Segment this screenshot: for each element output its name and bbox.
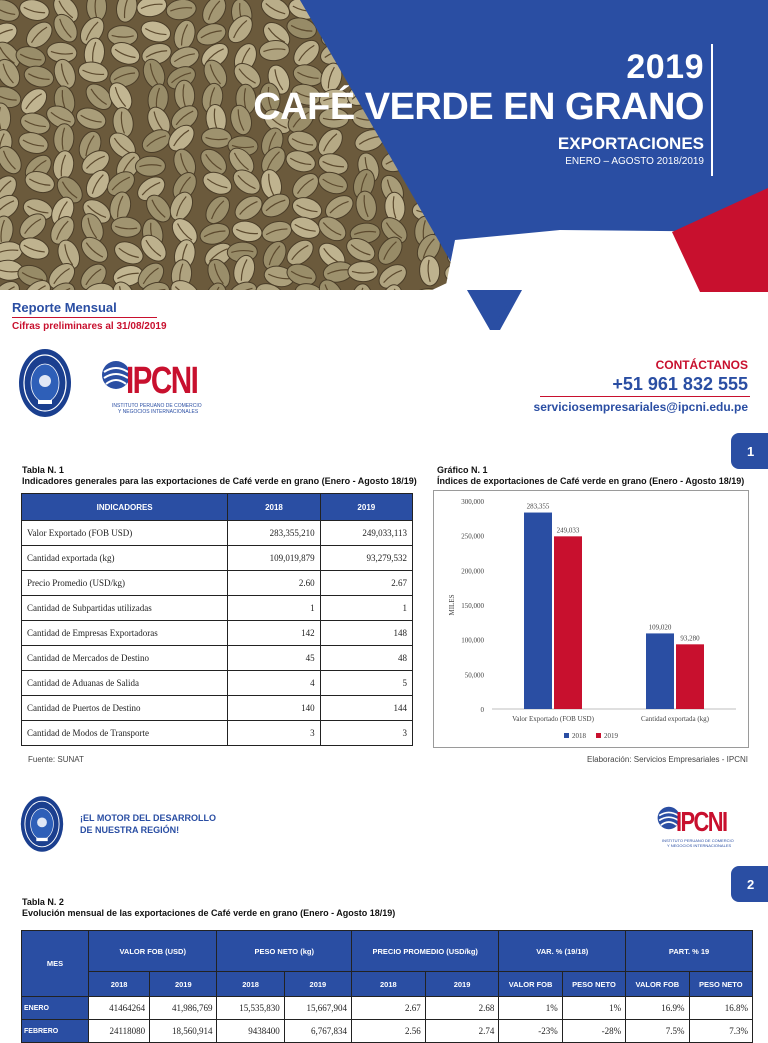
report-title-rule [12,317,157,318]
ipcni-wordmark: IPCNI [676,806,727,837]
chart-caption-title: Índices de exportaciones de Café verde en grano (Enero - Agosto 18/19) [437,476,745,486]
table1-header: INDICADORES [22,494,228,521]
bar-2018-0 [524,513,552,709]
table2-cell: 16.9% [626,997,689,1020]
data-label: 93,280 [680,634,700,643]
table1-source: Fuente: SUNAT [28,755,84,764]
y-tick-label: 100,000 [461,636,484,645]
y-tick-label: 150,000 [461,602,484,610]
data-label: 283,355 [526,502,550,511]
indicator-label: Cantidad de Aduanas de Salida [22,671,228,696]
indicator-value: 4 [228,671,320,696]
page-number-badge: 1 [731,433,768,469]
table2-cell: 6,767,834 [284,1020,351,1043]
indicators-table [21,493,413,746]
indicator-label: Cantidad de Modos de Transporte [22,721,228,746]
table2-cell: -28% [562,1020,625,1043]
table2-cell: 24118080 [89,1020,150,1043]
contact-phone[interactable]: +51 961 832 555 [612,374,748,394]
table2-subheader: 2018 [89,972,150,997]
indicator-value: 3 [228,721,320,746]
contact-rule [540,396,750,397]
table2-cell: 7.3% [689,1020,752,1043]
table2-cell: 9438400 [217,1020,284,1043]
indicator-label: Precio Promedio (USD/kg) [22,571,228,596]
indicator-value: 140 [228,696,320,721]
indicator-value: 249,033,113 [320,521,412,546]
exports-bar-chart [434,491,748,747]
table2-header-mes: MES [22,931,89,997]
table2-subheader: PESO NETO [562,972,625,997]
data-label: 249,033 [556,526,580,535]
chart-caption-number: Gráfico N. 1 [437,465,488,475]
table2-cell: 2.67 [352,997,426,1020]
table1-row [22,596,413,621]
table2-cell: 2.68 [425,997,499,1020]
table2-subheader-row [22,972,753,997]
y-tick-label: 0 [480,706,484,714]
table2-group-header: VALOR FOB (USD) [89,931,217,972]
table1-row [22,546,413,571]
y-tick-label: 300,000 [461,498,484,506]
table2-subheader: VALOR FOB [499,972,562,997]
ipcni-tagline-line-1: INSTITUTO PERUANO DE COMERCIO [112,403,202,409]
table2-subheader: 2018 [217,972,284,997]
table2-group-header: PRECIO PROMEDIO (USD/kg) [352,931,499,972]
table1-row [22,671,413,696]
table2-cell: 41464264 [89,997,150,1020]
legend-label: 2018 [572,732,586,740]
indicator-value: 144 [320,696,412,721]
slogan-line-2: DE NUESTRA REGIÓN! [80,825,180,835]
chart-credit: Elaboración: Servicios Empresariales - IPCNI [587,755,748,764]
indicator-label: Cantidad de Puertos de Destino [22,696,228,721]
indicator-value: 93,279,532 [320,546,412,571]
contact-email[interactable]: serviciosempresariales@ipcni.edu.pe [533,400,748,414]
table1-row [22,696,413,721]
table2-cell: 2.56 [352,1020,426,1043]
indicator-value: 3 [320,721,412,746]
table2-subheader: PESO NETO [689,972,752,997]
indicator-label: Cantidad de Mercados de Destino [22,646,228,671]
ipcni-tagline-line-2: Y NEGOCIOS INTERNACIONALES [667,843,732,848]
table1-header-row [22,494,413,521]
indicator-value: 2.67 [320,571,412,596]
month-label: FEBRERO [22,1020,89,1043]
table1-caption-number: Tabla N. 1 [22,465,64,475]
table2-cell: 7.5% [626,1020,689,1043]
table1-header: 2019 [320,494,412,521]
chart-frame [433,490,749,748]
indicator-value: 5 [320,671,412,696]
bar-2019-0 [554,536,582,709]
table2-cell: 16.8% [689,997,752,1020]
ipcni-wordmark: IPCNI [126,360,198,402]
bar-2018-1 [646,633,674,709]
indicator-value: 45 [228,646,320,671]
y-tick-label: 200,000 [461,567,484,576]
indicator-label: Cantidad de Subpartidas utilizadas [22,596,228,621]
table2-group-row [22,931,753,972]
table2-row [22,1020,753,1043]
table2-subheader: 2019 [150,972,217,997]
table2-subheader: 2019 [284,972,351,997]
table2-group-header: PART. % 19 [626,931,753,972]
table2-cell: 1% [499,997,562,1020]
indicator-value: 1 [320,596,412,621]
category-label: Valor Exportado (FOB USD) [512,715,594,723]
table1-row [22,621,413,646]
table1-row [22,721,413,746]
university-seal-icon [18,348,72,418]
ipcni-tagline [112,403,202,415]
cover-subtitle: EXPORTACIONES [557,134,704,153]
slogan-line-1: ¡EL MOTOR DEL DESARROLLO [80,813,217,823]
ipcni-tagline [662,838,734,848]
y-tick-label: 50,000 [464,671,484,680]
bar-2019-1 [676,644,704,709]
table2-cell: 1% [562,997,625,1020]
ipcni-tagline-line-2: Y NEGOCIOS INTERNACIONALES [118,409,199,415]
report-subtitle: Cifras preliminares al 31/08/2019 [12,321,167,332]
cover-period: ENERO – AGOSTO 2018/2019 [565,156,704,167]
slogan [80,812,216,836]
indicator-label: Cantidad de Empresas Exportadoras [22,621,228,646]
report-title: Reporte Mensual [12,300,117,315]
indicator-value: 148 [320,621,412,646]
table2-cell: 15,535,830 [217,997,284,1020]
table2-caption-title: Evolución mensual de las exportaciones de Café verde en grano (Enero - Agosto 18/19) [22,908,396,918]
data-label: 109,020 [648,623,672,632]
legend-swatch [564,733,569,738]
cover-year: 2019 [626,48,704,86]
table2-subheader: VALOR FOB [626,972,689,997]
indicator-value: 283,355,210 [228,521,320,546]
indicator-label: Cantidad exportada (kg) [22,546,228,571]
table2-cell: 41,986,769 [150,997,217,1020]
legend-swatch [596,733,601,738]
table1-row [22,571,413,596]
table1-caption-title: Indicadores generales para las exportaciones de Café verde en grano (Enero - Agosto 18/19) [22,476,417,486]
indicator-value: 2.60 [228,571,320,596]
table2-group-header: PESO NETO (kg) [217,931,352,972]
table2-subheader: 2019 [425,972,499,997]
page-number-badge: 2 [731,866,768,902]
legend-label: 2019 [604,732,618,740]
category-label: Cantidad exportada (kg) [640,715,710,723]
indicator-value: 48 [320,646,412,671]
indicator-value: 109,019,879 [228,546,320,571]
monthly-exports-table [21,930,753,1043]
table1-row [22,521,413,546]
indicator-value: 1 [228,596,320,621]
ipcni-tagline-line-1: INSTITUTO PERUANO DE COMERCIO [662,838,734,843]
y-axis-label: MILES [448,594,456,616]
table2-cell: 15,667,904 [284,997,351,1020]
table2-cell: -23% [499,1020,562,1043]
table2-cell: 2.74 [425,1020,499,1043]
indicator-label: Valor Exportado (FOB USD) [22,521,228,546]
table2-group-header: VAR. % (19/18) [499,931,626,972]
table1-header: 2018 [228,494,320,521]
table2-row [22,997,753,1020]
table2-caption-number: Tabla N. 2 [22,897,64,907]
title-divider [711,44,713,176]
table1-row [22,646,413,671]
table2-cell: 18,560,914 [150,1020,217,1043]
month-label: ENERO [22,997,89,1020]
university-seal-icon [20,795,64,853]
table2-subheader: 2018 [352,972,426,997]
contact-heading: CONTÁCTANOS [655,358,748,372]
y-tick-label: 250,000 [461,532,484,541]
indicator-value: 142 [228,621,320,646]
cover-title: CAFÉ VERDE EN GRANO [253,86,704,128]
